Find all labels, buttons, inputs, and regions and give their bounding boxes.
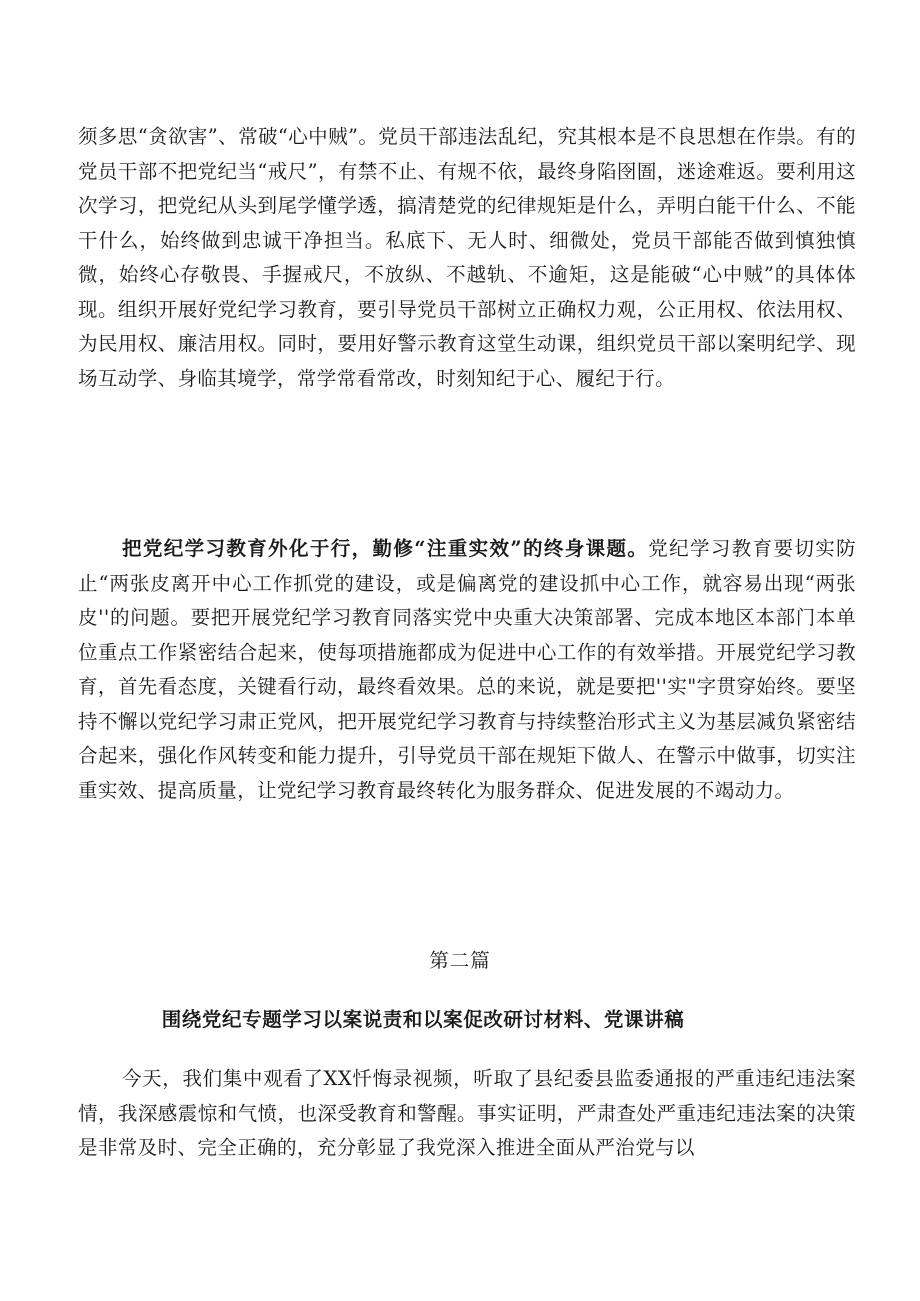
paragraph-lead-heading: 把党纪学习教育外化于行，勤修“注重实效”的终身课题。: [122, 537, 649, 560]
body-paragraph-2: [78, 532, 856, 808]
section-label: 第二篇: [429, 949, 491, 972]
paragraph-2-body: 党纪学习教育要切实防止“两张皮离开中心工作抓党的建设，或是偏离党的建设抓中心工作，就容易出现“两张皮''的问题。要把开展党纪学习教育同落实党中央重大决策部署、完成本地区本部门本单位重点工作紧密结合起来，使每项措施都成为促进中心工作的有效举措。开展党纪学习教育，首先看态度，关键看行动，最终看效果。总的来说，就是要把''实"字贯穿始终。要坚持不懈以党纪学习肃正党风，把开展党纪学习教育与持续整治形式主义为基层减负紧密结合起来，强化作风转变和能力提升，引导党员干部在规矩下做人、在警示中做事，切实注重实效、提高质量，让党纪学习教育最终转化为服务群众、促进发展的不竭动力。: [78, 537, 856, 802]
document-title: 围绕党纪专题学习以案说责和以案促改研讨材料、党课讲稿: [161, 1008, 685, 1031]
body-paragraph-1: 须多思“贪欲害”、常破“心中贼”。党员干部违法乱纪，究其根本是不良思想在作祟。有的党员干部不把党纪当“戒尺”，有禁不止、有规不依，最终身陷囹圄，迷途难返。要利用这次学习，把党纪从头到尾学懂学透，搞清楚党的纪律规矩是什么，弄明白能干什么、不能干什么，始终做到忠诚干净担当。私底下、无人时、细微处，党员干部能否做到慎独慎微，始终心存敬畏、手握戒尺，不放纵、不越轨、不逾矩，这是能破“心中贼”的具体体现。组织开展好党纪学习教育，要引导党员干部树立正确权力观，公正用权、依法用权、为民用权、廉洁用权。同时，要用好警示教育这堂生动课，组织党员干部以案明纪学、现场互动学、身临其境学，常学常看常改，时刻知纪于心、履纪于行。: [78, 125, 856, 390]
body-paragraph-3: 今天，我们集中观看了XX忏悔录视频，听取了县纪委县监委通报的严重违纪违法案情，我深感震惊和气愤，也深受教育和警醒。事实证明，严肃查处严重违纪违法案的决策是非常及时、完全正确的，充分彰显了我党深入推进全面从严治党与以: [78, 1067, 856, 1159]
